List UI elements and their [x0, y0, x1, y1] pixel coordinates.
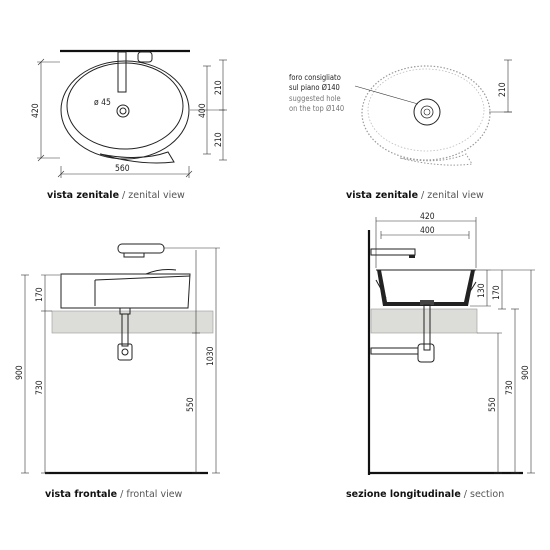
- countertop-front: [52, 311, 213, 333]
- faucet-outlet: [124, 253, 144, 257]
- basin-dotted-inner: [368, 69, 484, 151]
- drain-section: [420, 300, 434, 305]
- trap-outlet: [371, 348, 418, 354]
- dim-170-left: 170: [35, 287, 45, 302]
- dim-900-left: 900: [15, 365, 25, 380]
- note-line-1: foro consigliato: [289, 73, 341, 82]
- dim-560: 560: [115, 164, 130, 174]
- dim-420: 420: [31, 103, 41, 118]
- dim-400-top: 400: [420, 226, 435, 236]
- basin-dotted-tail: [400, 154, 472, 165]
- caption-bottom-right: sezione longitudinale / section: [346, 489, 505, 500]
- basin-inner-outline: [67, 63, 183, 149]
- dim-170-right: 170: [492, 285, 502, 300]
- caption-top-left: vista zenitale / zenital view: [47, 190, 185, 201]
- drain-inner: [120, 108, 126, 114]
- dim-730-right: 730: [505, 380, 515, 395]
- note-line-3: suggested hole: [289, 94, 341, 103]
- hole-inner: [424, 109, 430, 115]
- hole-outer: [414, 99, 440, 125]
- note-line-4: on the top Ø140: [289, 104, 345, 113]
- dim-210-upper: 210: [214, 80, 224, 95]
- basin-dotted-outline: [362, 66, 490, 160]
- basin-outer-outline: [61, 61, 189, 159]
- caption-bottom-left: vista frontale / frontal view: [45, 489, 183, 500]
- dim-730-left: 730: [35, 380, 45, 395]
- dim-900-right: 900: [521, 365, 531, 380]
- dim-550-right: 550: [488, 397, 498, 412]
- dim-210-lower: 210: [214, 132, 224, 147]
- basin-tail: [100, 152, 174, 163]
- dim-210-right: 210: [498, 82, 508, 97]
- dim-400: 400: [198, 103, 208, 118]
- view-top-right: [289, 60, 512, 201]
- drain-outer: [117, 105, 129, 117]
- faucet-section: [371, 249, 415, 255]
- note-line-2: sul piano Ø140: [289, 83, 340, 92]
- dim-550-left: 550: [186, 397, 196, 412]
- view-bottom-left: [15, 244, 220, 500]
- dim-130: 130: [477, 283, 487, 298]
- caption-top-right: vista zenitale / zenital view: [346, 190, 484, 201]
- dim-1030: 1030: [206, 346, 216, 366]
- faucet-spout: [118, 52, 126, 92]
- basin-rim-curve: [146, 270, 176, 275]
- faucet-handle: [138, 52, 152, 62]
- trap-section: [418, 344, 434, 362]
- note-leader: [355, 86, 418, 104]
- view-top-left: [31, 51, 227, 201]
- hole-middle: [421, 106, 433, 118]
- view-bottom-right: [346, 212, 535, 500]
- dim-420-top: 420: [420, 212, 435, 222]
- drain-label: ø 45: [94, 98, 111, 108]
- faucet-body: [118, 244, 164, 253]
- faucet-tip: [409, 255, 415, 258]
